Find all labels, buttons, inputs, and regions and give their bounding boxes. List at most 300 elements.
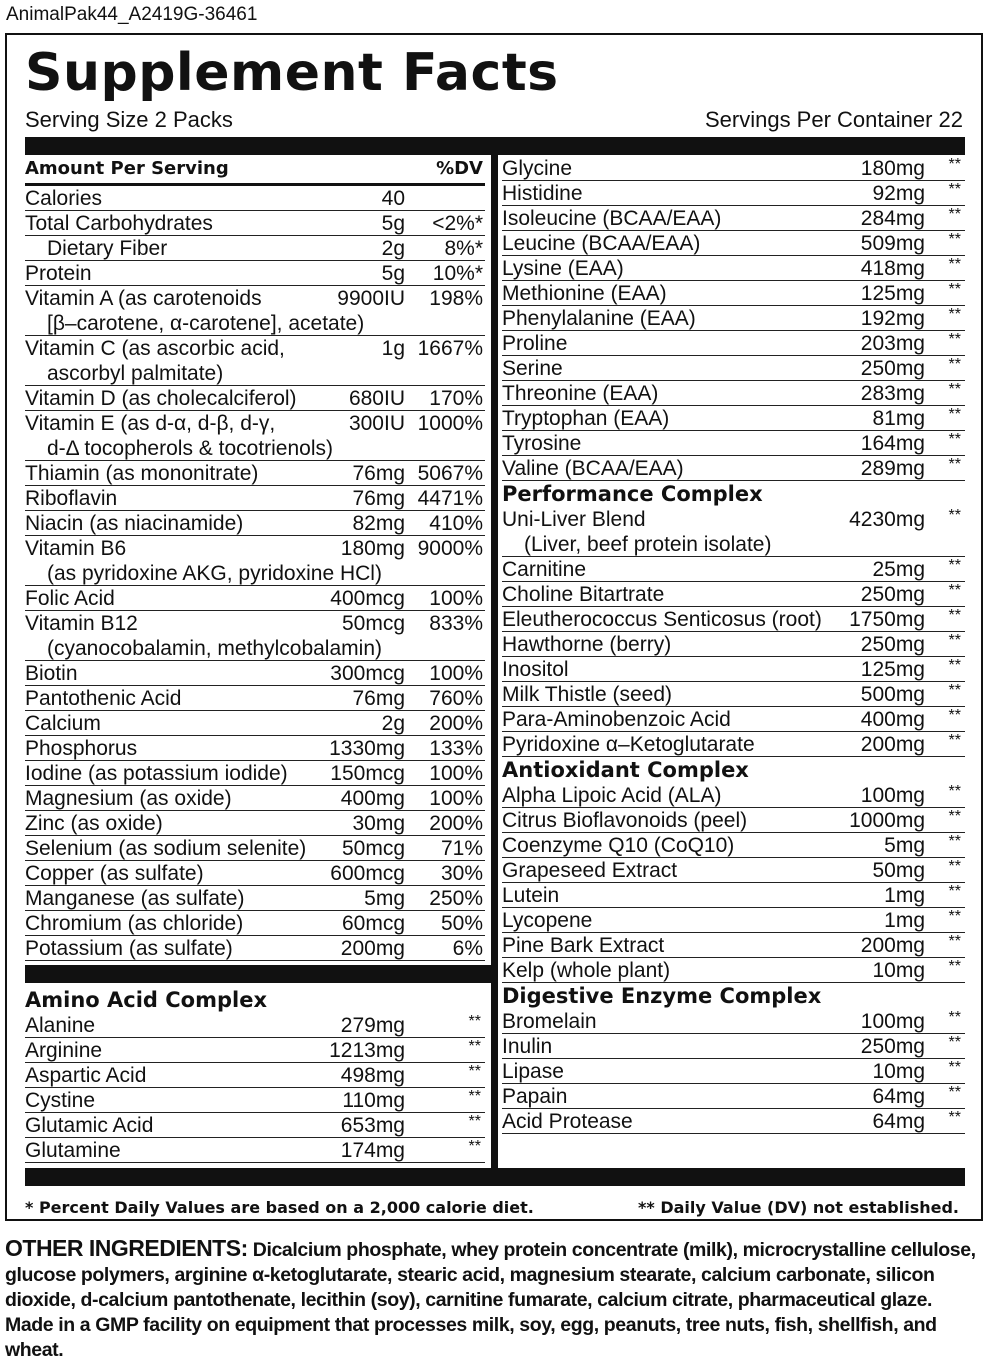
nutrient-amount: 100mg [860,1010,925,1033]
nutrient-amount: 279mg [340,1014,405,1037]
nutrient-dv: 410% [429,512,483,535]
amino-section-title: Amino Acid Complex [25,988,268,1012]
nutrient-amount: 400mg [860,708,925,731]
nutrient-amount: 64mg [872,1085,925,1108]
nutrient-amount: 2g [381,237,405,260]
nutrient-detail: (Liver, beef protein isolate) [524,533,772,556]
nutrient-dv: ** [948,381,961,398]
nutrient-name: Magnesium (as oxide) [25,787,232,810]
nutrient-amount: 180mg [340,537,405,560]
nutrient-dv: ** [948,431,961,448]
nutrient-name: Valine (BCAA/EAA) [502,457,684,480]
nutrient-name: Arginine [25,1039,103,1062]
dv-header: %DV [436,158,483,179]
nutrient-amount: 509mg [860,232,925,255]
nutrient-row-continuation [25,361,485,386]
nutrient-dv: <2%* [432,212,483,235]
nutrient-name: Vitamin C (as ascorbic acid, [25,337,285,360]
nutrient-row [25,536,485,561]
nutrient-name: Niacin (as niacinamide) [25,512,244,535]
nutrient-row [502,456,965,481]
nutrient-amount: 5mg [884,834,925,857]
nutrient-amount: 1750mg [849,608,925,631]
nutrient-amount: 2g [381,712,405,735]
nutrient-amount: 1000mg [849,809,925,832]
amount-header-row [25,156,485,186]
nutrient-detail: (cyanocobalamin, methylcobalamin) [47,637,382,660]
nutrient-name: Calcium [25,712,101,735]
nutrient-row [25,736,485,761]
nutrient-amount: 9900IU [337,287,405,310]
nutrient-detail: [β–carotene, α-carotene], acetate) [47,312,365,335]
nutrient-amount: 10mg [872,1060,925,1083]
nutrient-row [25,286,485,311]
nutrient-dv: 100% [429,762,483,785]
bottom-thick-bar [25,1168,965,1186]
nutrient-amount: 1g [381,337,405,360]
nutrient-name: Histidine [502,182,583,205]
nutrient-name: Pantothenic Acid [25,687,182,710]
nutrient-amount: 174mg [340,1139,405,1162]
nutrient-amount: 200mg [860,934,925,957]
nutrient-name: Iodine (as potassium iodide) [25,762,288,785]
nutrient-dv: ** [948,607,961,624]
nutrient-dv: 71% [440,837,483,860]
nutrient-row [502,883,965,908]
nutrient-name: Glutamine [25,1139,121,1162]
nutrient-name: Lutein [502,884,560,907]
nutrient-name: Acid Protease [502,1110,633,1133]
nutrient-row [25,1063,485,1088]
nutrient-name: Vitamin B12 [25,612,138,635]
nutrient-name: Pyridoxine α–Ketoglutarate [502,733,755,756]
nutrient-name: Potassium (as sulfate) [25,937,233,960]
left-column [25,156,485,961]
nutrient-name: Protein [25,262,92,285]
other-ingredients-heading: OTHER INGREDIENTS: [5,1235,248,1261]
other-ingredients [5,1236,985,1363]
antioxidant-section-title: Antioxidant Complex [502,758,749,782]
nutrient-row [502,707,965,732]
nutrient-amount: 76mg [352,687,405,710]
nutrient-row [502,406,965,431]
nutrient-amount: 289mg [860,457,925,480]
nutrient-amount: 250mg [860,1035,925,1058]
nutrient-dv: 100% [429,787,483,810]
nutrient-detail: d-Δ tocopherols & tocotrienols) [47,437,334,460]
nutrient-name: Serine [502,357,563,380]
nutrient-amount: 200mg [340,937,405,960]
nutrient-row [502,331,965,356]
nutrient-name: Methionine (EAA) [502,282,667,305]
nutrient-name: Milk Thistle (seed) [502,683,672,706]
nutrient-name: Choline Bitartrate [502,583,665,606]
nutrient-row [502,582,965,607]
nutrient-dv: ** [468,1088,481,1105]
nutrient-name: Glycine [502,157,573,180]
nutrient-dv: 250% [429,887,483,910]
nutrient-row [502,833,965,858]
nutrient-dv: ** [948,707,961,724]
right-column [502,156,965,1134]
nutrient-amount: 50mcg [341,837,405,860]
nutrient-amount: 4230mg [849,508,925,531]
nutrient-name: Biotin [25,662,78,685]
nutrient-dv: ** [948,682,961,699]
nutrient-amount: 164mg [860,432,925,455]
nutrient-amount: 500mg [860,683,925,706]
nutrient-name: Proline [502,332,568,355]
nutrient-amount: 81mg [872,407,925,430]
nutrient-row-continuation [502,532,965,557]
footnote-dv-not-established: ** Daily Value (DV) not established. [638,1198,959,1217]
nutrient-row [502,933,965,958]
nutrient-dv: ** [948,883,961,900]
nutrient-name: Tyrosine [502,432,582,455]
nutrient-name: Uni-Liver Blend [502,508,646,531]
nutrient-amount: 400mg [340,787,405,810]
nutrient-amount: 200mg [860,733,925,756]
nutrient-name: Manganese (as sulfate) [25,887,245,910]
nutrient-name: Inulin [502,1035,553,1058]
nutrient-dv: ** [948,256,961,273]
nutrient-row [25,1113,485,1138]
nutrient-name: Lycopene [502,909,593,932]
nutrient-dv: 1667% [417,337,483,360]
nutrient-name: Pine Bark Extract [502,934,665,957]
nutrient-row [502,356,965,381]
nutrient-amount: 203mg [860,332,925,355]
nutrient-dv: ** [948,582,961,599]
nutrient-name: Alanine [25,1014,96,1037]
nutrient-dv: 4471% [417,487,483,510]
nutrient-row [502,858,965,883]
nutrient-row-continuation [25,311,485,336]
nutrient-name: Lysine (EAA) [502,257,624,280]
nutrient-dv: 200% [429,812,483,835]
nutrient-row-continuation [25,636,485,661]
nutrient-name: Grapeseed Extract [502,859,678,882]
nutrient-amount: 100mg [860,784,925,807]
nutrient-dv: ** [948,1034,961,1051]
nutrient-row [502,507,965,532]
nutrient-dv: 100% [429,587,483,610]
nutrient-row [25,711,485,736]
nutrient-amount: 110mg [342,1089,405,1112]
nutrient-row [25,811,485,836]
nutrient-amount: 5g [381,262,405,285]
nutrient-row [25,186,485,211]
nutrient-amount: 150mcg [330,762,405,785]
nutrient-name: Thiamin (as mononitrate) [25,462,259,485]
nutrient-row [25,861,485,886]
nutrient-row [502,908,965,933]
nutrient-amount: 50mcg [341,612,405,635]
nutrient-dv: ** [948,933,961,950]
servings-per-container: Servings Per Container 22 [704,107,963,132]
nutrient-amount: 180mg [860,157,925,180]
nutrient-amount: 92mg [872,182,925,205]
nutrient-row [502,306,965,331]
nutrient-row [25,236,485,261]
nutrient-dv: 8%* [444,237,483,260]
nutrient-dv: ** [948,206,961,223]
left-section-bar [25,965,491,983]
nutrient-amount: 400mcg [330,587,405,610]
nutrient-dv: ** [948,858,961,875]
nutrient-row [502,607,965,632]
supplement-facts-panel [5,33,983,1221]
nutrient-dv: ** [948,231,961,248]
nutrient-dv: ** [468,1013,481,1030]
nutrient-row [25,586,485,611]
nutrient-row [25,261,485,286]
performance-section-title: Performance Complex [502,482,763,506]
nutrient-name: Leucine (BCAA/EAA) [502,232,701,255]
nutrient-row [502,431,965,456]
nutrient-name: Alpha Lipoic Acid (ALA) [502,784,722,807]
nutrient-row [25,936,485,961]
nutrient-amount: 600mcg [330,862,405,885]
nutrient-amount: 40 [381,187,405,210]
nutrient-name: Cystine [25,1089,96,1112]
nutrient-row [502,381,965,406]
nutrient-row [502,1034,965,1059]
nutrient-dv: 5067% [417,462,483,485]
nutrient-name: Chromium (as chloride) [25,912,244,935]
footnote-percent-dv: * Percent Daily Values are based on a 2,000 calorie diet. [25,1198,534,1217]
nutrient-row [502,1009,965,1034]
nutrient-row [25,211,485,236]
nutrient-name: Calories [25,187,103,210]
nutrient-dv: ** [948,306,961,323]
nutrient-row-continuation [25,436,485,461]
nutrient-amount: 50mg [872,859,925,882]
nutrient-dv: ** [948,783,961,800]
nutrient-name: Vitamin E (as d-α, d-β, d-γ, [25,412,276,435]
nutrient-dv: ** [948,1009,961,1026]
nutrient-amount: 5g [381,212,405,235]
nutrient-dv: ** [468,1038,481,1055]
nutrient-name: Para-Aminobenzoic Acid [502,708,731,731]
nutrient-dv: ** [948,632,961,649]
nutrient-row [25,686,485,711]
nutrient-row [25,486,485,511]
nutrient-dv: ** [948,557,961,574]
nutrient-dv: ** [948,281,961,298]
serving-size: Serving Size 2 Packs [25,107,233,132]
nutrient-row [502,657,965,682]
nutrient-row [25,461,485,486]
nutrient-dv: 133% [429,737,483,760]
nutrient-name: Total Carbohydrates [25,212,213,235]
other-ingredients-text: Dicalcium phosphate, whey protein concentrate (milk), microcrystalline cellulose, glucose polymers, arginine α-ketoglutarate, stearic acid, magnesium stearate, calcium carbonate, silicon dioxide, d-calcium pantothenate, lecithin (soy), carnitine fumarate, calcium citrate, pharmaceutical glaze. Made in a GMP facility on equipment that processes milk, soy, egg, peanuts, tree nuts, fish, shellfish, and wheat. [5,1239,976,1361]
nutrient-dv: ** [468,1138,481,1155]
nutrient-amount: 125mg [860,282,925,305]
nutrient-row [502,256,965,281]
nutrient-row [502,682,965,707]
nutrient-amount: 64mg [872,1110,925,1133]
nutrient-amount: 653mg [340,1114,405,1137]
nutrient-row [502,231,965,256]
nutrient-dv: ** [948,1109,961,1126]
nutrient-name: Carnitine [502,558,587,581]
nutrient-amount: 25mg [872,558,925,581]
nutrient-amount: 1330mg [329,737,405,760]
nutrient-row [502,808,965,833]
nutrient-dv: ** [948,958,961,975]
nutrient-name: Vitamin B6 [25,537,127,560]
nutrient-name: Papain [502,1085,568,1108]
nutrient-dv: 10%* [432,262,483,285]
nutrient-row [502,632,965,657]
nutrient-name: Dietary Fiber [47,237,168,260]
nutrient-dv: ** [948,657,961,674]
nutrient-amount: 76mg [352,462,405,485]
nutrient-name: Phosphorus [25,737,138,760]
nutrient-dv: ** [948,356,961,373]
nutrient-amount: 300IU [348,412,405,435]
nutrient-dv: ** [468,1063,481,1080]
nutrient-row [502,1109,965,1134]
nutrient-amount: 680IU [348,387,405,410]
nutrient-dv: ** [948,808,961,825]
nutrient-name: Bromelain [502,1010,597,1033]
nutrient-dv: 170% [429,387,483,410]
nutrient-row [25,911,485,936]
nutrient-dv: 1000% [417,412,483,435]
nutrient-row [25,836,485,861]
nutrient-row [25,886,485,911]
nutrient-dv: 30% [440,862,483,885]
nutrient-name: Zinc (as oxide) [25,812,163,835]
nutrient-row [502,1084,965,1109]
nutrient-name: Folic Acid [25,587,115,610]
nutrient-amount: 300mcg [330,662,405,685]
nutrient-amount: 5mg [364,887,405,910]
nutrient-name: Aspartic Acid [25,1064,147,1087]
nutrient-name: Citrus Bioflavonoids (peel) [502,809,748,832]
nutrient-amount: 1213mg [329,1039,405,1062]
amount-per-serving-label: Amount Per Serving [25,158,229,179]
nutrient-row-continuation [25,561,485,586]
nutrient-row [25,1138,485,1163]
column-divider [491,153,498,1177]
nutrient-row [25,511,485,536]
nutrient-name: Riboflavin [25,487,118,510]
nutrient-dv: ** [948,156,961,173]
nutrient-name: Kelp (whole plant) [502,959,671,982]
nutrient-name: Copper (as sulfate) [25,862,204,885]
nutrient-dv: ** [948,908,961,925]
nutrient-detail: (as pyridoxine AKG, pyridoxine HCl) [47,562,382,585]
nutrient-dv: ** [948,732,961,749]
nutrient-row [502,557,965,582]
nutrient-name: Threonine (EAA) [502,382,659,405]
nutrient-amount: 250mg [860,583,925,606]
nutrient-name: Inositol [502,658,569,681]
nutrient-row [502,1059,965,1084]
nutrient-amount: 125mg [860,658,925,681]
nutrient-dv: 198% [429,287,483,310]
nutrient-row [25,336,485,361]
nutrient-amount: 76mg [352,487,405,510]
nutrient-dv: ** [948,456,961,473]
nutrient-dv: ** [948,406,961,423]
nutrient-name: Tryptophan (EAA) [502,407,670,430]
nutrient-dv: 200% [429,712,483,735]
nutrient-row [502,281,965,306]
nutrient-dv: ** [948,181,961,198]
nutrient-row [25,761,485,786]
nutrient-name: Isoleucine (BCAA/EAA) [502,207,722,230]
nutrient-name: Hawthorne (berry) [502,633,672,656]
nutrient-row [25,661,485,686]
nutrient-amount: 418mg [860,257,925,280]
nutrient-name: Vitamin A (as carotenoids [25,287,262,310]
nutrient-row [502,732,965,757]
nutrient-row [25,411,485,436]
nutrient-row [25,1038,485,1063]
nutrient-detail: ascorbyl palmitate) [47,362,224,385]
digestive-section-title: Digestive Enzyme Complex [502,984,822,1008]
nutrient-row [25,386,485,411]
nutrient-dv: ** [948,507,961,524]
nutrient-name: Glutamic Acid [25,1114,154,1137]
nutrient-row [502,181,965,206]
nutrient-amount: 30mg [352,812,405,835]
nutrient-name: Eleutherococcus Senticosus (root) [502,608,822,631]
nutrient-row [25,611,485,636]
nutrient-dv: 833% [429,612,483,635]
nutrient-dv: 9000% [417,537,483,560]
nutrient-dv: 50% [440,912,483,935]
nutrient-row [502,783,965,808]
nutrient-dv: ** [948,1084,961,1101]
nutrient-row [25,1088,485,1113]
nutrient-amount: 192mg [860,307,925,330]
nutrient-name: Lipase [502,1060,564,1083]
nutrient-row [502,958,965,983]
nutrient-amount: 498mg [340,1064,405,1087]
nutrient-row [25,1013,485,1038]
nutrient-amount: 82mg [352,512,405,535]
nutrient-amount: 283mg [860,382,925,405]
nutrient-name: Phenylalanine (EAA) [502,307,696,330]
nutrient-row [502,206,965,231]
nutrient-dv: 6% [452,937,483,960]
nutrient-dv: ** [948,833,961,850]
product-code: AnimalPak44_A2419G-36461 [6,4,258,25]
nutrient-dv: 100% [429,662,483,685]
nutrient-name: Coenzyme Q10 (CoQ10) [502,834,735,857]
nutrient-dv: 760% [429,687,483,710]
nutrient-amount: 10mg [872,959,925,982]
nutrient-dv: ** [948,331,961,348]
nutrient-amount: 250mg [860,633,925,656]
nutrient-amount: 1mg [884,909,925,932]
nutrient-name: Selenium (as sodium selenite) [25,837,307,860]
nutrient-amount: 60mcg [341,912,405,935]
amino-column [25,987,485,1163]
nutrient-name: Vitamin D (as cholecalciferol) [25,387,297,410]
panel-title: Supplement Facts [25,43,559,103]
nutrient-amount: 1mg [884,884,925,907]
nutrient-row [502,156,965,181]
nutrient-amount: 284mg [860,207,925,230]
nutrient-row [25,786,485,811]
nutrient-amount: 250mg [860,357,925,380]
